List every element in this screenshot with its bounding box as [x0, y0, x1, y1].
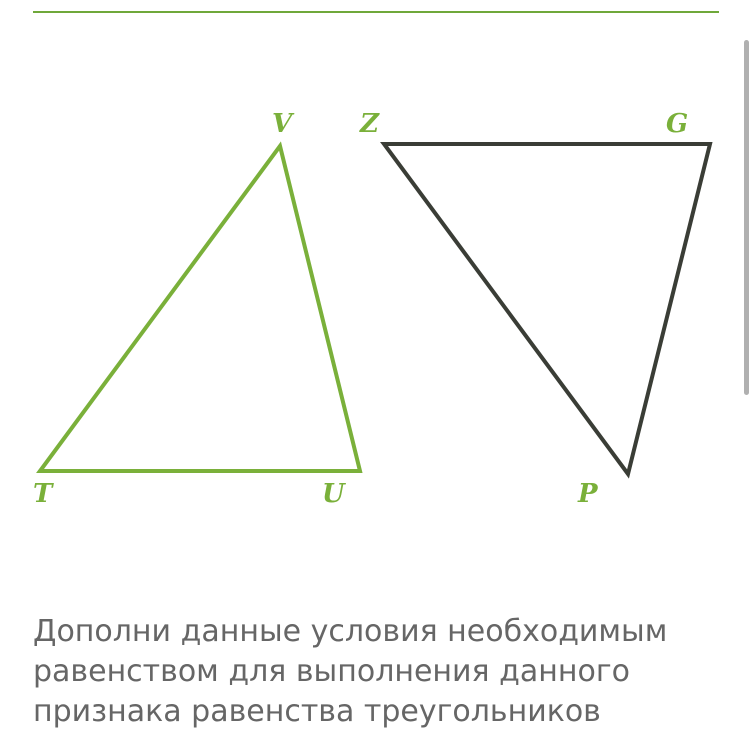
- task-instruction: [33, 612, 723, 732]
- vertex-label-v: V: [272, 109, 293, 139]
- vertex-label-z: Z: [360, 109, 379, 139]
- triangle-tuv: [40, 146, 360, 471]
- task-line-3: признака равенства треугольников: [33, 694, 601, 729]
- scrollbar[interactable]: [742, 0, 750, 750]
- vertex-label-g: G: [666, 109, 689, 139]
- task-line-2: равенством для выполнения данного: [33, 654, 630, 689]
- task-line-1: Дополни данные условия необходимым: [33, 614, 668, 649]
- vertex-label-u: U: [322, 479, 345, 509]
- vertex-label-t: T: [33, 479, 53, 509]
- vertex-label-p: P: [578, 479, 598, 509]
- triangle-zgp: [384, 144, 710, 474]
- scrollbar-thumb[interactable]: [744, 40, 749, 395]
